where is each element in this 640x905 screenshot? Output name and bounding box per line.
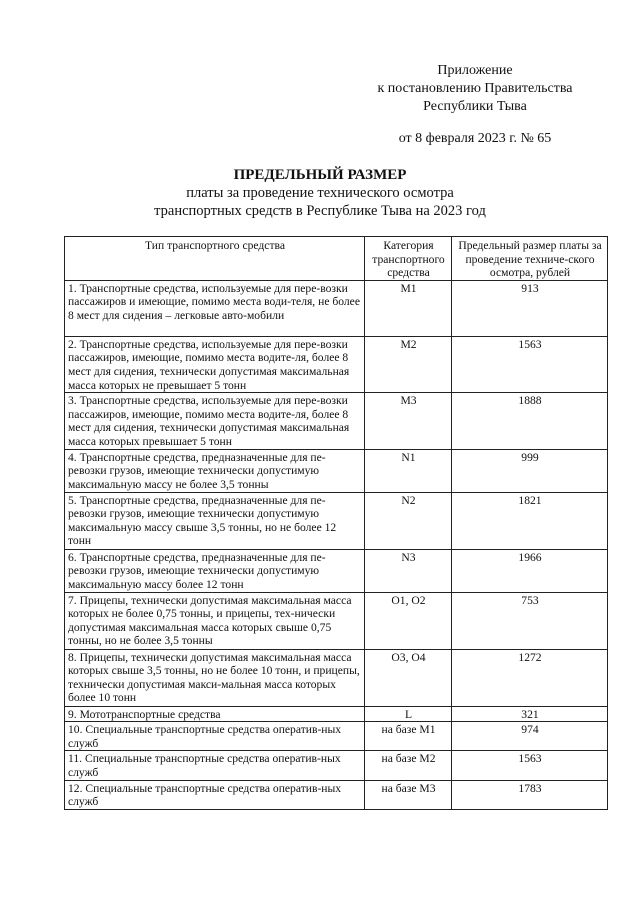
- vehicle-type-cell: 12. Специальные транспортные средства оператив-ных служб: [65, 780, 365, 809]
- vehicle-type-cell: 4. Транспортные средства, предназначенные для пе-ревозки грузов, имеющие технически допустимую максимальную массу не более 3,5 тонны: [65, 449, 365, 492]
- table-row: [65, 336, 608, 392]
- category-cell: на базе M3: [365, 780, 452, 809]
- category-cell: N3: [365, 549, 452, 592]
- table-row: [65, 492, 608, 549]
- category-cell: M2: [365, 336, 452, 392]
- vehicle-type-cell: 10. Специальные транспортные средства оператив-ных служб: [65, 722, 365, 751]
- price-cell: 1783: [452, 780, 608, 809]
- appendix-line-3: Республики Тыва: [423, 99, 527, 114]
- category-cell: M1: [365, 280, 452, 336]
- table-row: [65, 722, 608, 751]
- table-row: [65, 649, 608, 706]
- price-cell: 913: [452, 280, 608, 336]
- category-cell: N1: [365, 449, 452, 492]
- vehicle-type-cell: 2. Транспортные средства, используемые для пере-возки пассажиров, имеющие, помимо места водите-ля, более 8 мест для сидения, технически допустимая максимальная масса которых не превышает 5 тонн: [65, 336, 365, 392]
- table-row: [65, 780, 608, 809]
- table-header-row: [65, 237, 608, 281]
- vehicle-type-cell: 7. Прицепы, технически допустимая максимальная масса которых не более 0,75 тонны, и прицепы, тех-нически допустимая максимальная масса которых свыше 0,75 тонны, но не более 3,5 тонны: [65, 592, 365, 649]
- header-category: Категория транспортного средства: [365, 237, 452, 281]
- document-title: [60, 166, 580, 220]
- category-cell: L: [365, 706, 452, 722]
- table-row: [65, 280, 608, 336]
- vehicle-type-cell: 9. Мототранспортные средства: [65, 706, 365, 722]
- title-sub-2: транспортных средств в Республике Тыва на 2023 год: [154, 203, 486, 219]
- category-cell: N2: [365, 492, 452, 549]
- vehicle-type-cell: 6. Транспортные средства, предназначенные для пе-ревозки грузов, имеющие технически допустимую максимальную массу более 12 тонн: [65, 549, 365, 592]
- category-cell: O1, O2: [365, 592, 452, 649]
- price-cell: 1966: [452, 549, 608, 592]
- header-vehicle-type: Тип транспортного средства: [65, 237, 365, 281]
- price-cell: 753: [452, 592, 608, 649]
- table-row: [65, 549, 608, 592]
- table-row: [65, 449, 608, 492]
- price-cell: 999: [452, 449, 608, 492]
- appendix-line-2: к постановлению Правительства: [377, 81, 573, 96]
- table-row: [65, 751, 608, 780]
- vehicle-type-cell: 8. Прицепы, технически допустимая максимальная масса которых свыше 3,5 тонны, но не более 10 тонн, и прицепы, технически допустимая макси-мальная масса которых более 10 тонн: [65, 649, 365, 706]
- table-row: [65, 592, 608, 649]
- price-cell: 1563: [452, 336, 608, 392]
- category-cell: на базе M2: [365, 751, 452, 780]
- title-sub-1: платы за проведение технического осмотра: [186, 185, 454, 201]
- price-cell: 1272: [452, 649, 608, 706]
- category-cell: O3, O4: [365, 649, 452, 706]
- price-cell: 1563: [452, 751, 608, 780]
- category-cell: M3: [365, 393, 452, 449]
- vehicle-type-cell: 5. Транспортные средства, предназначенные для пе-ревозки грузов, имеющие технически допустимую максимальную массу свыше 3,5 тонны, но не более 12 тонн: [65, 492, 365, 549]
- vehicle-type-cell: 3. Транспортные средства, используемые для пере-возки пассажиров, имеющие, помимо места водите-ля, более 8 мест для сидения, технически допустимая максимальная масса которых превышает 5 тонн: [65, 393, 365, 449]
- price-cell: 321: [452, 706, 608, 722]
- price-cell: 1821: [452, 492, 608, 549]
- title-main: ПРЕДЕЛЬНЫЙ РАЗМЕР: [233, 167, 407, 183]
- appendix-date: от 8 февраля 2023 г. № 65: [398, 131, 552, 146]
- price-cell: 974: [452, 722, 608, 751]
- table-row: [65, 706, 608, 722]
- appendix-block: [360, 62, 590, 148]
- vehicle-type-cell: 11. Специальные транспортные средства оператив-ных служб: [65, 751, 365, 780]
- vehicle-type-cell: 1. Транспортные средства, используемые для пере-возки пассажиров и имеющие, помимо места води-теля, не более 8 мест для сидения – легковые авто-мобили: [65, 280, 365, 336]
- price-cell: 1888: [452, 393, 608, 449]
- fee-table: [64, 236, 608, 810]
- appendix-line-1: Приложение: [437, 63, 513, 78]
- category-cell: на базе M1: [365, 722, 452, 751]
- header-max-fee: Предельный размер платы за проведение техниче-ского осмотра, рублей: [452, 237, 608, 281]
- table-row: [65, 393, 608, 449]
